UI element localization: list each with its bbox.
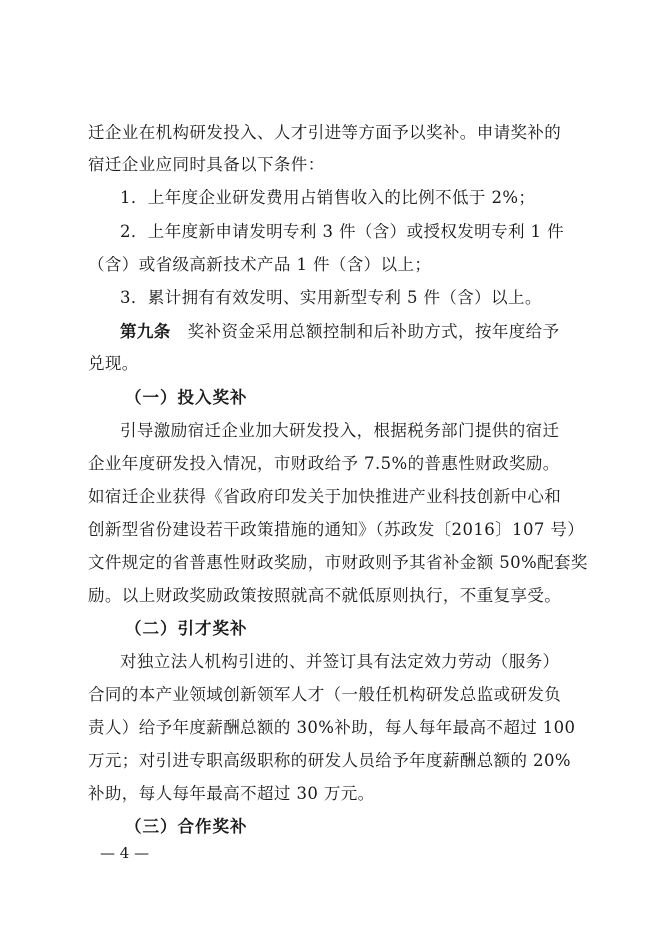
- paragraph-line: 合同的本产业领域创新领军人才（一般任机构研发总监或研发负: [88, 685, 562, 704]
- article-nine-line: [120, 320, 590, 344]
- condition-item-2: 2．上年度新申请发明专利 3 件（含）或授权发明专利 1 件: [120, 222, 564, 241]
- condition-item-1: 1．上年度企业研发费用占销售收入的比例不低于 2%；: [120, 188, 536, 207]
- article-text: 奖补资金采用总额控制和后补助方式，按年度给予: [187, 322, 560, 341]
- paragraph-line: 兑现。: [88, 354, 139, 373]
- paragraph-line: 企业年度研发投入情况，市财政给予 7.5%的普惠性财政奖励。: [88, 454, 560, 473]
- paragraph-line: 励。以上财政奖励政策按照就高不就低原则执行，不重复享受。: [88, 586, 562, 605]
- section-heading-talent: （二）引才奖补: [125, 619, 248, 638]
- paragraph-line: 迁企业在机构研发投入、人才引进等方面予以奖补。申请奖补的: [88, 123, 562, 142]
- paragraph-line: 责人）给予年度薪酬总额的 30%补助，每人每年最高不超过 100: [88, 718, 576, 737]
- paragraph-line: 对独立法人机构引进的、并签订具有法定效力劳动（服务）: [120, 652, 560, 671]
- paragraph-line: （含）或省级高新技术产品 1 件（含）以上；: [88, 255, 432, 274]
- paragraph-line: 宿迁企业应同时具备以下条件：: [88, 155, 325, 174]
- paragraph-line: 文件规定的省普惠性财政奖励，市财政则予其省补金额 50%配套奖: [88, 553, 588, 572]
- page-number: — 4 —: [100, 844, 150, 862]
- paragraph-line: 如宿迁企业获得《省政府印发关于加快推进产业科技创新中心和: [88, 487, 562, 506]
- paragraph-line: 创新型省份建设若干政策措施的通知》（苏政发〔2016〕107 号）: [88, 520, 585, 539]
- article-label: 第九条: [120, 322, 171, 341]
- paragraph-line: 引导激励宿迁企业加大研发投入，根据税务部门提供的宿迁: [120, 421, 560, 440]
- paragraph-line: 万元；对引进专职高级职称的研发人员给予年度薪酬总额的 20%: [88, 751, 571, 770]
- section-heading-cooperation: （三）合作奖补: [125, 817, 248, 836]
- condition-item-3: 3．累计拥有有效发明、实用新型专利 5 件（含）以上。: [120, 288, 542, 307]
- section-heading-investment: （一）投入奖补: [125, 388, 248, 407]
- paragraph-line: 补助，每人每年最高不超过 30 万元。: [88, 784, 375, 803]
